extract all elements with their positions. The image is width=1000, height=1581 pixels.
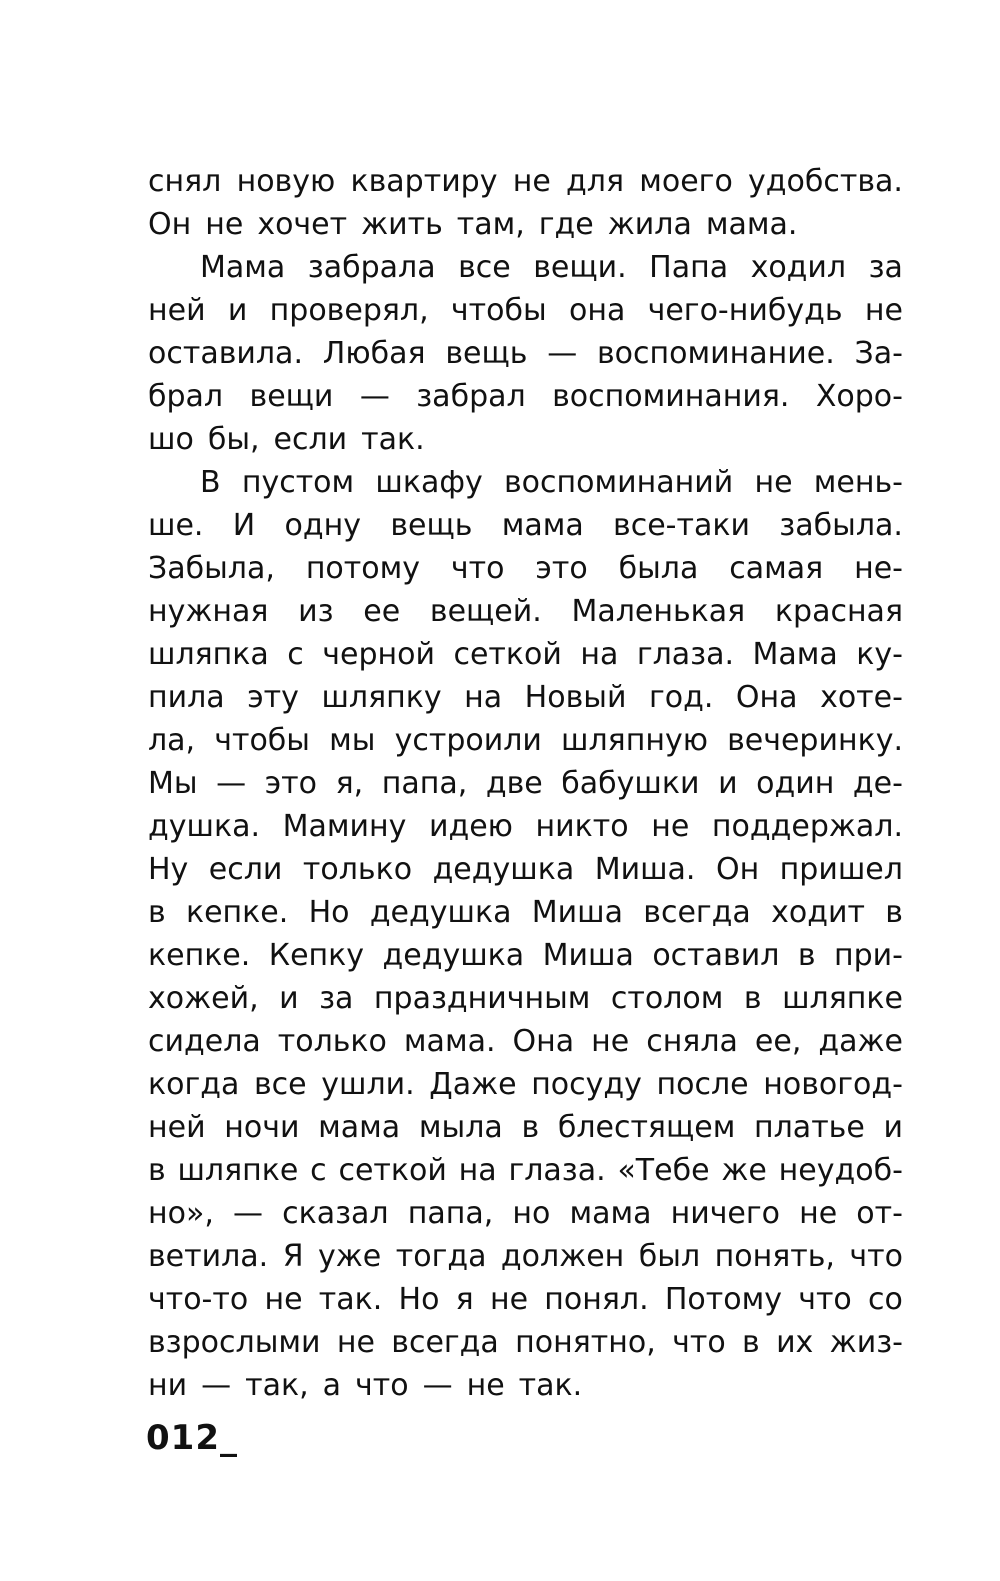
word: потому: [305, 551, 420, 586]
word: сказал: [282, 1196, 389, 1231]
word: так.: [518, 1368, 583, 1403]
word: за: [319, 981, 354, 1016]
text-line: [148, 891, 903, 934]
word: понял.: [544, 1282, 649, 1317]
word: праздничным: [373, 981, 591, 1016]
word: Он: [715, 852, 760, 887]
word: понятно,: [515, 1325, 656, 1360]
word: даже: [818, 1024, 903, 1059]
word: Она: [735, 680, 798, 715]
word: шляпку: [321, 680, 442, 715]
text-line: [148, 934, 903, 977]
word: не: [799, 1196, 838, 1231]
word: брал: [148, 379, 224, 414]
text-line: [148, 375, 903, 418]
word: новую: [236, 164, 336, 199]
word: папа,: [381, 766, 468, 801]
word: ку-: [856, 637, 903, 672]
text-line: [148, 1192, 903, 1235]
text-line: [148, 461, 903, 504]
word: вещи.: [533, 250, 627, 285]
word: пустом: [241, 465, 355, 500]
text-line: [148, 203, 903, 246]
word: Он: [148, 207, 192, 242]
word: не: [466, 1368, 505, 1403]
word: где: [538, 207, 594, 242]
word: ходит: [771, 895, 865, 930]
word: там,: [456, 207, 525, 242]
word: И: [232, 508, 256, 543]
word: все-таки: [613, 508, 750, 543]
word: Мама: [200, 250, 286, 285]
word: нужная: [148, 594, 269, 629]
word: воспоминания.: [552, 379, 790, 414]
word: она: [568, 293, 626, 328]
word: —: [216, 766, 247, 801]
word: и: [279, 981, 299, 1016]
word: если: [273, 422, 348, 457]
word: после: [656, 1067, 749, 1102]
word: была: [618, 551, 699, 586]
word: ушли.: [321, 1067, 415, 1102]
word: при-: [834, 938, 903, 973]
word: чтобы: [450, 293, 547, 328]
word: в: [797, 938, 816, 973]
word: шляпную: [561, 723, 708, 758]
word: должен: [500, 1239, 625, 1274]
word: ее: [363, 594, 401, 629]
word: шо: [148, 422, 194, 457]
text-line: [148, 547, 903, 590]
word: что: [355, 1368, 409, 1403]
word: —: [422, 1368, 453, 1403]
word: сидела: [148, 1024, 261, 1059]
word: удобства.: [748, 164, 903, 199]
word: что-то: [148, 1282, 249, 1317]
text-line: [148, 332, 903, 375]
word: на: [464, 680, 503, 715]
word: но»,: [148, 1196, 214, 1231]
word: Она: [512, 1024, 575, 1059]
word: —: [232, 1196, 263, 1231]
word: от-: [856, 1196, 903, 1231]
word: ней: [148, 293, 206, 328]
word: посуду: [531, 1067, 642, 1102]
paragraph: [148, 461, 903, 1407]
text-line: [148, 1149, 903, 1192]
text-line: [148, 1235, 903, 1278]
word: Маленькая: [571, 594, 746, 629]
word: вещь: [390, 508, 473, 543]
word: мама: [501, 508, 584, 543]
word: забыла.: [779, 508, 903, 543]
body-text: [148, 160, 903, 1407]
word: кепке.: [148, 938, 251, 973]
word: сеткой: [453, 637, 562, 672]
word: один: [756, 766, 835, 801]
word: воспоминаний: [503, 465, 734, 500]
word: все: [458, 250, 511, 285]
paragraph: [148, 160, 903, 246]
word: одну: [284, 508, 361, 543]
word: со: [868, 1282, 903, 1317]
word: оставила.: [148, 336, 303, 371]
word: хочет: [257, 207, 348, 242]
word: платье: [754, 1110, 865, 1145]
word: и: [883, 1110, 903, 1145]
word: что: [849, 1239, 903, 1274]
word: ходил: [750, 250, 847, 285]
text-line: [148, 504, 903, 547]
word: проверял,: [269, 293, 429, 328]
word: тогда: [395, 1239, 487, 1274]
text-line: [148, 762, 903, 805]
word: новогод-: [763, 1067, 903, 1102]
word: это: [264, 766, 317, 801]
word: из: [298, 594, 334, 629]
word: не: [512, 164, 551, 199]
word: в: [148, 1153, 166, 1188]
text-line: [148, 1278, 903, 1321]
word: ночи: [224, 1110, 300, 1145]
word: не: [489, 1282, 529, 1317]
word: всегда: [643, 895, 751, 930]
word: что: [798, 1282, 852, 1317]
word: глаза.: [508, 1153, 606, 1188]
text-line: [148, 289, 903, 332]
word: поддержал.: [711, 809, 903, 844]
word: не: [591, 1024, 630, 1059]
word: Кепку: [268, 938, 365, 973]
text-line: [148, 418, 903, 461]
word: Но: [398, 1282, 440, 1317]
word: а: [322, 1368, 342, 1403]
word: устроили: [394, 723, 542, 758]
word: на: [580, 637, 619, 672]
word: вещей.: [429, 594, 542, 629]
word: так,: [245, 1368, 309, 1403]
word: оставил: [652, 938, 780, 973]
word: это: [535, 551, 588, 586]
word: с: [310, 1153, 327, 1188]
word: дедушка: [432, 852, 575, 887]
word: воспоминание.: [597, 336, 835, 371]
word: бы,: [207, 422, 260, 457]
word: все: [253, 1067, 307, 1102]
word: самая: [729, 551, 824, 586]
word: ничего: [670, 1196, 780, 1231]
text-line: [148, 1020, 903, 1063]
word: Ну: [148, 852, 189, 887]
word: вещь: [445, 336, 528, 371]
text-line: [148, 719, 903, 762]
word: мама.: [705, 207, 798, 242]
word: их: [776, 1325, 814, 1360]
word: чего-нибудь: [647, 293, 843, 328]
word: что: [450, 551, 505, 586]
word: столом: [610, 981, 724, 1016]
word: но: [512, 1196, 551, 1231]
text-line: [148, 633, 903, 676]
word: Мамину: [282, 809, 407, 844]
word: бабушки: [561, 766, 700, 801]
paragraph: [148, 246, 903, 461]
word: «Тебе: [617, 1153, 710, 1188]
text-line: [148, 1106, 903, 1149]
word: мама: [318, 1110, 401, 1145]
word: чтобы: [214, 723, 310, 758]
word: для: [566, 164, 624, 199]
word: В: [200, 465, 221, 500]
word: хоте-: [820, 680, 903, 715]
word: Новый: [524, 680, 627, 715]
word: эту: [247, 680, 299, 715]
word: не: [336, 1325, 375, 1360]
word: красная: [774, 594, 903, 629]
word: Я: [282, 1239, 304, 1274]
word: две: [485, 766, 543, 801]
word: Мы: [148, 766, 198, 801]
word: в: [148, 895, 166, 930]
word: шкафу: [375, 465, 483, 500]
word: и: [227, 293, 248, 328]
word: дедушка: [382, 938, 525, 973]
word: дедушка: [369, 895, 512, 930]
word: жиз-: [829, 1325, 903, 1360]
word: с: [287, 637, 304, 672]
word: на: [458, 1153, 497, 1188]
word: никто: [535, 809, 629, 844]
word: ней: [148, 1110, 206, 1145]
word: когда: [148, 1067, 240, 1102]
word: вечеринку.: [727, 723, 903, 758]
word: Но: [308, 895, 350, 930]
word: в: [743, 981, 762, 1016]
word: моего: [639, 164, 733, 199]
word: де-: [852, 766, 903, 801]
word: папа,: [407, 1196, 494, 1231]
word: не: [651, 809, 690, 844]
word: только: [302, 852, 413, 887]
word: —: [547, 336, 578, 371]
word: сеткой: [338, 1153, 447, 1188]
word: забрал: [416, 379, 526, 414]
word: только: [277, 1024, 387, 1059]
word: в: [885, 895, 903, 930]
word: пришел: [779, 852, 903, 887]
word: шляпке: [177, 1153, 299, 1188]
word: глаза.: [636, 637, 735, 672]
word: так.: [318, 1282, 383, 1317]
word: жить: [361, 207, 443, 242]
word: не: [264, 1282, 303, 1317]
word: Миша: [542, 938, 634, 973]
word: Забыла,: [148, 551, 275, 586]
text-line: [148, 246, 903, 289]
word: не: [754, 465, 793, 500]
word: мама: [569, 1196, 652, 1231]
word: Потому: [664, 1282, 782, 1317]
word: Даже: [429, 1067, 517, 1102]
word: мень-: [813, 465, 903, 500]
word: не: [205, 207, 244, 242]
word: что: [672, 1325, 726, 1360]
word: ше.: [148, 508, 204, 543]
word: За-: [854, 336, 903, 371]
text-line: [148, 1364, 903, 1407]
text-line: [148, 977, 903, 1020]
word: хожей,: [148, 981, 259, 1016]
text-line: [148, 805, 903, 848]
word: сняла: [646, 1024, 738, 1059]
word: за: [868, 250, 903, 285]
word: черной: [322, 637, 435, 672]
word: не-: [854, 551, 903, 586]
text-line: [148, 590, 903, 633]
word: неудоб-: [778, 1153, 903, 1188]
word: забрала: [307, 250, 436, 285]
word: так.: [361, 422, 425, 457]
word: идею: [428, 809, 513, 844]
word: в: [521, 1110, 540, 1145]
word: Папа: [649, 250, 729, 285]
word: в: [742, 1325, 760, 1360]
word: мыла: [418, 1110, 503, 1145]
word: вещи: [249, 379, 334, 414]
word: всегда: [391, 1325, 499, 1360]
word: шляпке: [782, 981, 903, 1016]
word: Любая: [322, 336, 426, 371]
word: Миша.: [594, 852, 696, 887]
word: был: [638, 1239, 701, 1274]
word: снял: [148, 164, 222, 199]
page-number: 012_: [146, 1418, 238, 1458]
word: жила: [607, 207, 692, 242]
word: шляпка: [148, 637, 269, 672]
word: мама.: [403, 1024, 496, 1059]
word: я,: [335, 766, 364, 801]
word: душка.: [148, 809, 260, 844]
word: Миша: [531, 895, 623, 930]
text-line: [148, 1063, 903, 1106]
word: я: [455, 1282, 474, 1317]
word: —: [201, 1368, 232, 1403]
word: и: [718, 766, 738, 801]
word: ла,: [148, 723, 196, 758]
word: не: [864, 293, 903, 328]
word: ни: [148, 1368, 188, 1403]
text-line: [148, 160, 903, 203]
word: же: [721, 1153, 767, 1188]
text-line: [148, 676, 903, 719]
word: взрослыми: [148, 1325, 321, 1360]
word: квартиру: [350, 164, 498, 199]
word: Хоро-: [815, 379, 903, 414]
word: ветила.: [148, 1239, 269, 1274]
word: понять,: [714, 1239, 835, 1274]
word: —: [359, 379, 390, 414]
word: блестящем: [557, 1110, 736, 1145]
text-line: [148, 848, 903, 891]
text-line: [148, 1321, 903, 1364]
word: год.: [648, 680, 714, 715]
word: кепке.: [185, 895, 289, 930]
word: уже: [318, 1239, 382, 1274]
word: мы: [329, 723, 376, 758]
word: ее,: [754, 1024, 802, 1059]
word: пила: [148, 680, 225, 715]
word: если: [208, 852, 283, 887]
word: Мама: [752, 637, 838, 672]
